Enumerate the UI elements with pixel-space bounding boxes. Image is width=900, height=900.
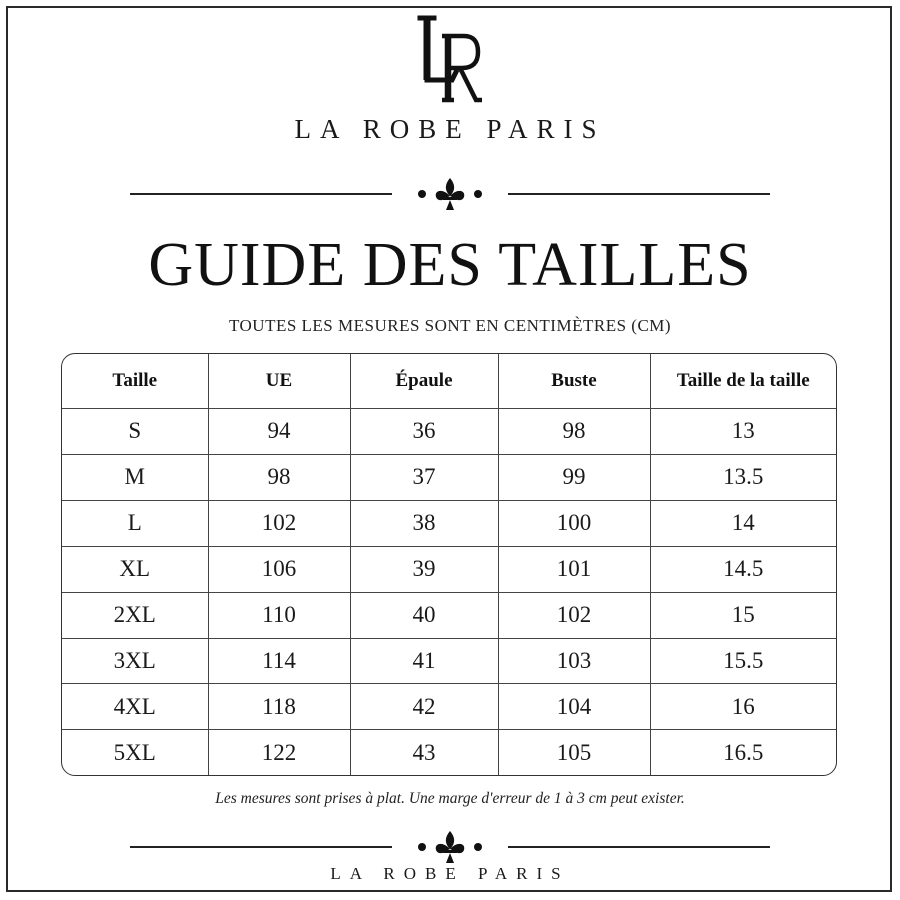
- table-cell: 122: [208, 730, 350, 775]
- table-row: [62, 684, 836, 730]
- table-cell: 39: [350, 546, 498, 592]
- table-cell: 14.5: [650, 546, 836, 592]
- fleur-de-lis-icon: [410, 176, 490, 212]
- table-cell: 37: [350, 454, 498, 500]
- table-cell: 118: [208, 684, 350, 730]
- table-cell: 16: [650, 684, 836, 730]
- divider-line-left: [130, 193, 392, 195]
- divider-line-left: [130, 846, 392, 848]
- table-row: [62, 500, 836, 546]
- monogram-logo: [390, 8, 510, 108]
- table-cell: M: [62, 454, 208, 500]
- table-row: [62, 546, 836, 592]
- divider-line-right: [508, 193, 770, 195]
- size-table: [62, 354, 836, 775]
- table-cell: 102: [498, 592, 650, 638]
- table-cell: 98: [208, 454, 350, 500]
- brand-name-bottom: LA ROBE PARIS: [330, 864, 570, 883]
- table-header-row: [62, 354, 836, 409]
- measurement-note: Les mesures sont prises à plat. Une marge d'erreur de 1 à 3 cm peut exister.: [215, 790, 685, 807]
- table-cell: 3XL: [62, 638, 208, 684]
- table-cell: 41: [350, 638, 498, 684]
- table-cell: 38: [350, 500, 498, 546]
- table-row: [62, 409, 836, 455]
- table-cell: 102: [208, 500, 350, 546]
- table-cell: 101: [498, 546, 650, 592]
- header-ue: UE: [208, 354, 350, 409]
- table-cell: 100: [498, 500, 650, 546]
- table-cell: XL: [62, 546, 208, 592]
- table-cell: 99: [498, 454, 650, 500]
- table-cell: 2XL: [62, 592, 208, 638]
- table-cell: 5XL: [62, 730, 208, 775]
- size-table-container: [61, 353, 837, 776]
- fleur-de-lis-icon: [410, 829, 490, 865]
- table-cell: 13.5: [650, 454, 836, 500]
- table-row: [62, 454, 836, 500]
- table-cell: 94: [208, 409, 350, 455]
- table-cell: 106: [208, 546, 350, 592]
- ornament-divider-bottom: [130, 829, 770, 865]
- table-cell: 13: [650, 409, 836, 455]
- table-cell: 15.5: [650, 638, 836, 684]
- ornament-divider-top: [130, 176, 770, 212]
- table-cell: 36: [350, 409, 498, 455]
- header-epaule: Épaule: [350, 354, 498, 409]
- divider-line-right: [508, 846, 770, 848]
- table-row: [62, 638, 836, 684]
- table-cell: 43: [350, 730, 498, 775]
- page-subtitle: TOUTES LES MESURES SONT EN CENTIMÈTRES (CM): [228, 316, 672, 335]
- table-cell: 4XL: [62, 684, 208, 730]
- header-taille: Taille: [62, 354, 208, 409]
- table-row: [62, 730, 836, 775]
- brand-logo: [0, 8, 900, 108]
- brand-name-top: LA ROBE PARIS: [294, 114, 606, 144]
- table-cell: L: [62, 500, 208, 546]
- table-cell: 98: [498, 409, 650, 455]
- table-cell: 15: [650, 592, 836, 638]
- header-taille-de-la-taille: Taille de la taille: [650, 354, 836, 409]
- table-cell: 103: [498, 638, 650, 684]
- table-cell: S: [62, 409, 208, 455]
- table-cell: 114: [208, 638, 350, 684]
- table-cell: 110: [208, 592, 350, 638]
- table-cell: 105: [498, 730, 650, 775]
- table-cell: 104: [498, 684, 650, 730]
- page-title: GUIDE DES TAILLES: [148, 231, 752, 299]
- header-buste: Buste: [498, 354, 650, 409]
- table-row: [62, 592, 836, 638]
- table-cell: 42: [350, 684, 498, 730]
- table-cell: 16.5: [723, 739, 764, 765]
- table-cell: 40: [350, 592, 498, 638]
- table-cell: 14: [650, 500, 836, 546]
